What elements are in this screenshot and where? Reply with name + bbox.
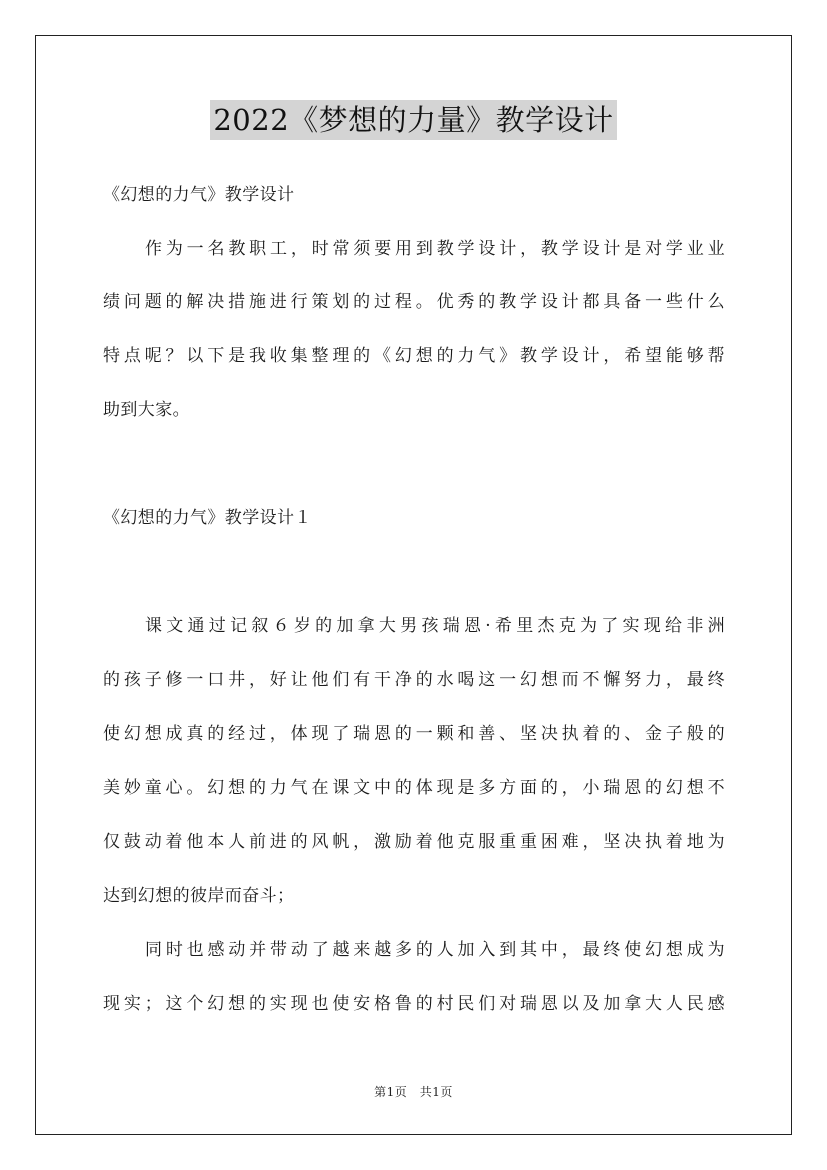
paragraph1-line-5: 仅鼓动着他本人前进的风帆，激励着他克服重重困难，坚决执着地为 xyxy=(103,832,725,852)
intro-line-2: 绩问题的解决措施进行策划的过程。优秀的教学设计都具备一些什么 xyxy=(103,292,725,312)
document-subtitle: 《幻想的力气》教学设计 xyxy=(103,185,295,205)
paragraph1-line-6: 达到幻想的彼岸而奋斗； xyxy=(103,886,295,906)
intro-line-3: 特点呢？以下是我收集整理的《幻想的力气》教学设计，希望能够帮 xyxy=(103,346,725,366)
paragraph2-line-1: 同时也感动并带动了越来越多的人加入到其中，最终使幻想成为 xyxy=(145,940,725,960)
paragraph1-line-3: 使幻想成真的经过，体现了瑞恩的一颗和善、坚决执着的、金子般的 xyxy=(103,724,725,744)
section-heading: 《幻想的力气》教学设计１ xyxy=(103,508,312,528)
paragraph1-line-4: 美妙童心。幻想的力气在课文中的体现是多方面的，小瑞恩的幻想不 xyxy=(103,778,725,798)
paragraph1-line-1: 课文通过记叙６岁的加拿大男孩瑞恩·希里杰克为了实现给非洲 xyxy=(145,616,725,636)
paragraph2-line-2: 现实；这个幻想的实现也使安格鲁的村民们对瑞恩以及加拿大人民感 xyxy=(103,994,725,1014)
intro-line-4: 助到大家。 xyxy=(103,400,190,420)
intro-line-1: 作为一名教职工，时常须要用到教学设计，教学设计是对学业业 xyxy=(145,239,725,259)
page-number-footer: 第1页 共1页 xyxy=(374,1085,453,1099)
document-title: 2022《梦想的力量》教学设计 xyxy=(210,100,616,140)
title-container xyxy=(0,100,827,140)
paragraph1-line-2: 的孩子修一口井，好让他们有干净的水喝这一幻想而不懈努力，最终 xyxy=(103,670,725,690)
